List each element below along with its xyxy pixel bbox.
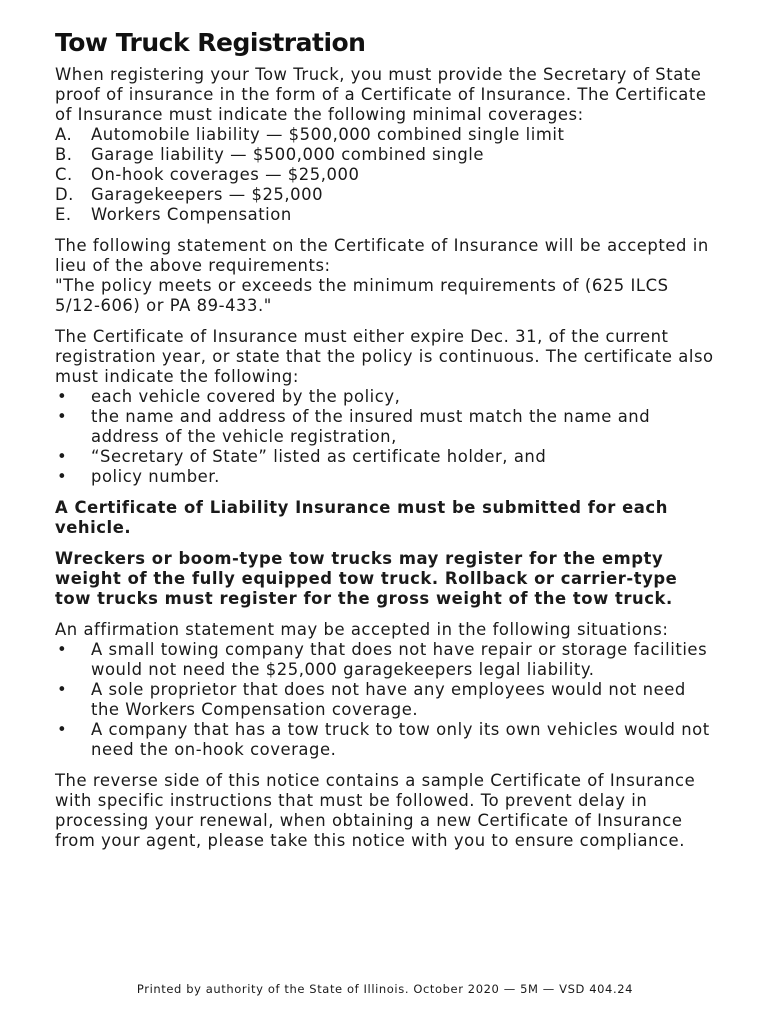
certificate-requirements-list	[55, 387, 718, 487]
list-item-text: A company that has a tow truck to tow only its own vehicles would not need the on-hook coverage.	[91, 720, 710, 759]
intro-paragraph: When registering your Tow Truck, you must provide the Secretary of State proof of insurance in the form of a Certificate of Insurance. The Certificate of Insurance must indicate the following minimal coverages:	[55, 65, 707, 124]
certificate-intro: The Certificate of Insurance must either expire Dec. 31, of the current registration year, or state that the policy is continuous. The certificate also must indicate the following:	[55, 327, 714, 386]
list-item-text: “Secretary of State” listed as certificate holder, and	[91, 447, 547, 466]
certificate-section	[55, 327, 718, 487]
coverage-item-e	[55, 205, 718, 225]
coverage-letter: A.	[55, 125, 73, 144]
bullet-icon: •	[57, 680, 68, 699]
list-item-text: policy number.	[91, 467, 220, 486]
affirmation-intro: An affirmation statement may be accepted in the following situations:	[55, 620, 669, 639]
list-item-text: A sole proprietor that does not have any employees would not need the Workers Compensation coverage.	[91, 680, 686, 719]
list-item	[55, 467, 718, 487]
coverage-text: Garagekeepers — $25,000	[91, 185, 324, 204]
coverage-item-a	[55, 125, 718, 145]
closing-paragraph: The reverse side of this notice contains a sample Certificate of Insurance with specific instructions that must be followed. To prevent delay in processing your renewal, when obtaining a new Certificate of Insurance from your agent, please take this notice with you to ensure compliance.	[55, 771, 696, 850]
bold-notice-certificate: A Certificate of Liability Insurance must be submitted for each vehicle.	[55, 498, 668, 537]
bullet-icon: •	[57, 407, 68, 426]
coverage-letter: D.	[55, 185, 74, 204]
bullet-icon: •	[57, 447, 68, 466]
coverage-letter: C.	[55, 165, 73, 184]
bullet-icon: •	[57, 640, 68, 659]
coverage-list	[55, 125, 718, 225]
list-item	[55, 447, 718, 467]
bold-notice-weight: Wreckers or boom-type tow trucks may register for the empty weight of the fully equipped tow truck. Rollback or carrier-type tow trucks must register for the gross weight of the tow truck.	[55, 549, 678, 608]
coverage-text: Automobile liability — $500,000 combined single limit	[91, 125, 565, 144]
list-item-text: the name and address of the insured must match the name and address of the vehicle registration,	[91, 407, 651, 446]
affirmation-section	[55, 620, 718, 760]
coverage-item-c	[55, 165, 718, 185]
bullet-icon: •	[57, 387, 68, 406]
coverage-text: Garage liability — $500,000 combined single	[91, 145, 485, 164]
coverage-letter: B.	[55, 145, 73, 164]
list-item	[55, 640, 718, 680]
bullet-icon: •	[57, 467, 68, 486]
coverage-text: Workers Compensation	[91, 205, 292, 224]
coverage-letter: E.	[55, 205, 72, 224]
list-item-text: A small towing company that does not have repair or storage facilities would not need the $25,000 garagekeepers legal liability.	[91, 640, 708, 679]
list-item	[55, 720, 718, 760]
footer-imprint: Printed by authority of the State of Illinois. October 2020 — 5M — VSD 404.24	[136, 982, 634, 996]
coverage-text: On-hook coverages — $25,000	[91, 165, 360, 184]
coverage-item-b	[55, 145, 718, 165]
list-item	[55, 387, 718, 407]
list-item	[55, 407, 718, 447]
list-item	[55, 680, 718, 720]
bullet-icon: •	[57, 720, 68, 739]
statement-intro: The following statement on the Certificate of Insurance will be accepted in lieu of the above requirements:	[55, 236, 709, 275]
coverage-item-d	[55, 185, 718, 205]
statement-section	[55, 236, 718, 316]
page-title: Tow Truck Registration	[55, 28, 366, 57]
statement-quote: "The policy meets or exceeds the minimum requirements of (625 ILCS 5/12-606) or PA 89-433."	[55, 276, 669, 315]
list-item-text: each vehicle covered by the policy,	[91, 387, 401, 406]
affirmation-list	[55, 640, 718, 760]
